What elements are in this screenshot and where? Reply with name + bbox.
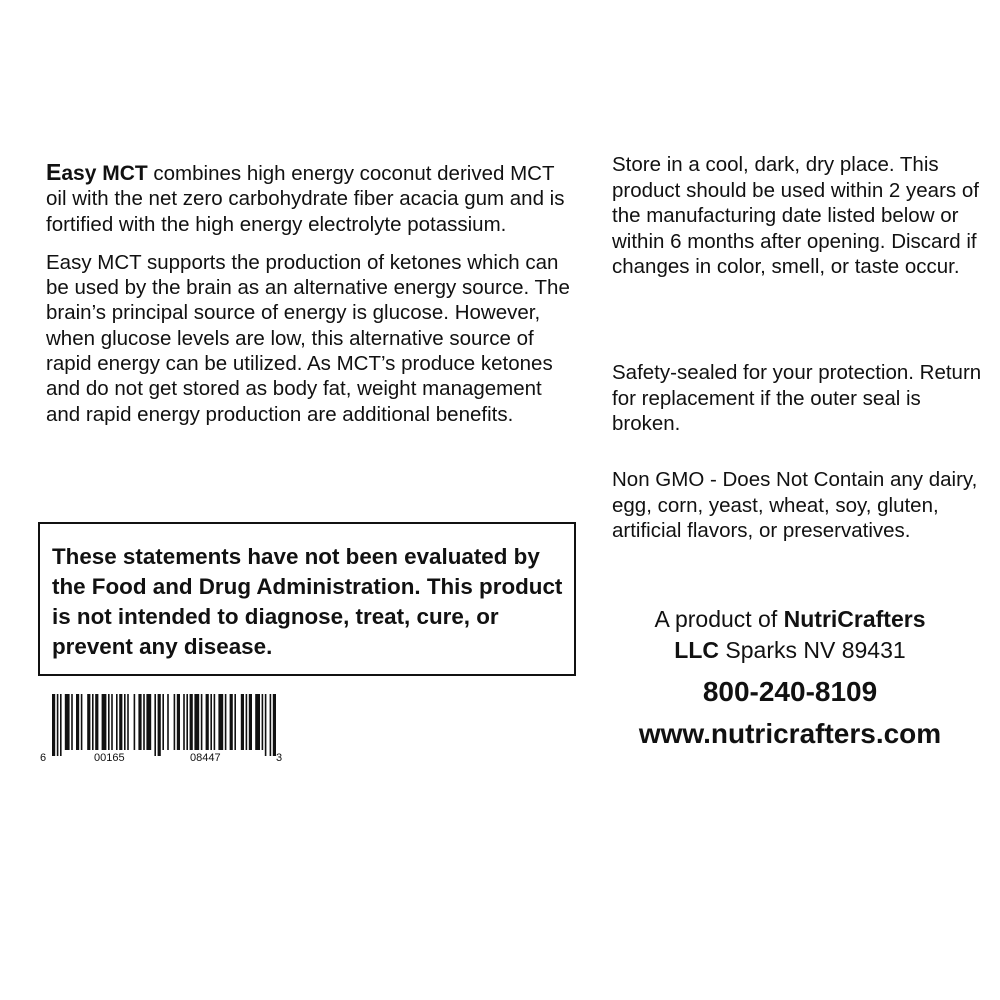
barcode-bar bbox=[102, 694, 107, 750]
barcode-bar bbox=[134, 694, 136, 750]
barcode-bar bbox=[76, 694, 79, 750]
barcode-bar bbox=[65, 694, 70, 750]
barcode-bar bbox=[234, 694, 236, 750]
safety-seal-notice: Safety-sealed for your protection. Return for replacement if the outer seal is broken. bbox=[612, 361, 982, 435]
barcode-bar bbox=[87, 694, 90, 750]
fda-disclaimer-text: These statements have not been evaluated by the Food and Drug Administration. This product is not intended to diagnose, treat, cure, or prevent any disease. bbox=[52, 544, 563, 659]
storage-instructions: Store in a cool, dark, dry place. This product should be used within 2 years of the manufacturing date listed below or within 6 months after opening. Discard if changes in color, smell, or taste occur. bbox=[612, 153, 979, 278]
barcode-bar bbox=[201, 694, 203, 750]
barcode-bar bbox=[190, 694, 193, 750]
barcode-bar bbox=[210, 694, 212, 750]
barcode-bar bbox=[57, 694, 59, 756]
barcode-bar bbox=[174, 694, 176, 750]
barcode-bar bbox=[95, 694, 98, 750]
company-location: Sparks NV 89431 bbox=[719, 637, 906, 663]
barcode-bar bbox=[230, 694, 233, 750]
barcode-bar bbox=[246, 694, 248, 750]
barcode-bar bbox=[162, 694, 164, 750]
product-benefits: Easy MCT supports the production of ketones which can be used by the brain as an alternative energy source. The brain’s principal source of energy is glucose. However, when glucose levels are low, this alternative source of rapid energy can be utilized. As MCT’s produce ketones and do not get stored as body fat, weight management and rapid energy production are additional benefits. bbox=[46, 250, 570, 426]
barcode-bar bbox=[81, 694, 83, 750]
fda-disclaimer-box bbox=[38, 522, 576, 676]
barcode-bar bbox=[127, 694, 129, 750]
barcode-bar bbox=[255, 694, 260, 750]
barcode-bar bbox=[183, 694, 185, 750]
brand-name: Easy MCT bbox=[46, 159, 148, 185]
barcode-bar bbox=[154, 694, 156, 756]
barcode-bar bbox=[177, 694, 180, 750]
barcode-bar bbox=[71, 694, 73, 750]
barcode-bar bbox=[214, 694, 216, 750]
barcode-bar bbox=[60, 694, 62, 756]
non-gmo-statement: Non GMO - Does Not Contain any dairy, egg, corn, yeast, wheat, soy, gluten, artificial flavors, or preservatives. bbox=[612, 468, 978, 542]
barcode-bar bbox=[218, 694, 223, 750]
barcode-bar bbox=[138, 694, 141, 750]
barcode-bar bbox=[158, 694, 161, 756]
barcode-bar bbox=[146, 694, 151, 750]
product-description: Easy MCT combines high energy coconut derived MCT oil with the net zero carbohydrate fiber acacia gum and is fortified with the high energy electrolyte potassium. bbox=[46, 159, 565, 236]
barcode-group-1: 00165 bbox=[94, 752, 125, 764]
barcode-bar bbox=[206, 694, 209, 750]
barcode-bar bbox=[119, 694, 122, 750]
barcode bbox=[40, 690, 290, 768]
barcode-bar bbox=[225, 694, 227, 750]
barcode-bar bbox=[167, 694, 169, 750]
barcode-bar bbox=[262, 694, 264, 750]
barcode-bar bbox=[143, 694, 145, 750]
barcode-bar bbox=[116, 694, 118, 750]
barcode-bar bbox=[270, 694, 272, 756]
barcode-digit-right: 3 bbox=[276, 752, 283, 764]
website-link[interactable]: www.nutricrafters.com bbox=[638, 718, 942, 749]
barcode-bar bbox=[265, 694, 267, 756]
barcode-bar bbox=[111, 694, 113, 750]
barcode-bars bbox=[40, 690, 290, 756]
barcode-bar bbox=[186, 694, 188, 750]
barcode-bar bbox=[108, 694, 110, 750]
barcode-bar bbox=[249, 694, 252, 750]
company-info: A product of NutriCrafters LLC Sparks NV 89431 bbox=[654, 606, 926, 663]
barcode-bar bbox=[273, 694, 276, 756]
barcode-bar bbox=[241, 694, 244, 750]
barcode-bar bbox=[92, 694, 94, 750]
barcode-bar bbox=[124, 694, 126, 750]
left-column bbox=[46, 160, 576, 427]
company-name: NutriCrafters bbox=[783, 606, 926, 632]
phone-number: 800-240-8109 bbox=[702, 676, 878, 707]
barcode-group-2: 08447 bbox=[190, 752, 221, 764]
barcode-bar bbox=[52, 694, 55, 756]
barcode-digit-left: 6 bbox=[40, 752, 47, 764]
barcode-bar bbox=[194, 694, 199, 750]
